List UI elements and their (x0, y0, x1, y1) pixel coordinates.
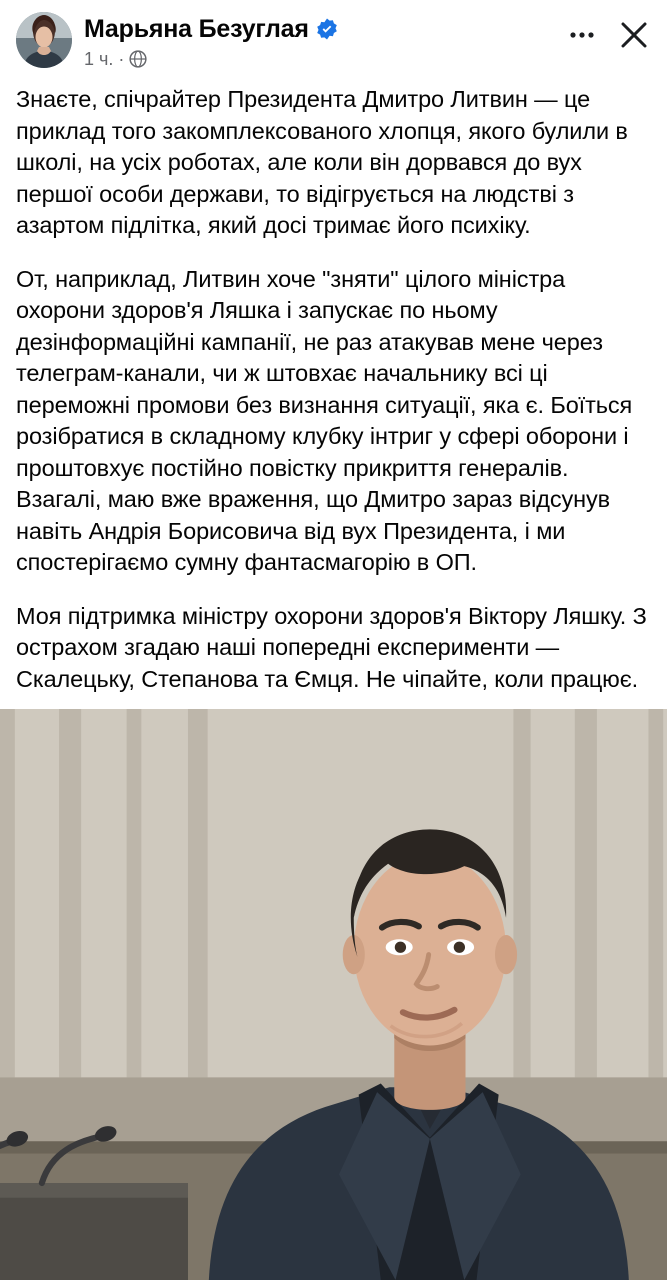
post-header-text (84, 12, 565, 70)
globe-icon[interactable] (129, 50, 147, 68)
post-timestamp[interactable]: 1 ч. (84, 49, 114, 69)
post-header (0, 0, 667, 74)
author-name[interactable]: Марьяна Безуглая (84, 15, 309, 43)
post-paragraph: Моя підтримка міністру охорони здоров'я Віктору Ляшку. З острахом згадаю наші попередні експерименти — Скалецьку, Степанова та Ємця. Не чіпайте, коли працює. (16, 602, 647, 692)
post-header-actions (565, 12, 651, 52)
attached-photo[interactable] (0, 709, 667, 1280)
more-options-icon[interactable] (565, 18, 599, 52)
meta-separator: · (118, 49, 125, 69)
close-icon[interactable] (617, 18, 651, 52)
avatar[interactable] (16, 12, 72, 68)
author-row (84, 14, 565, 44)
post-paragraph: От, наприклад, Литвин хоче "зняти" цілого міністра охорони здоров'я Ляшка і запускає по ньому дезінформаційні кампанії, не раз атакував мене через телеграм-канали, чи ж штовхає начальнику всі ці переможні промови без визнання ситуації, яка є. Боїться розібратися в складному клубку інтриг у сфері оборони і проштовхує постійно повістку прикриття генералів. Взагалі, маю вже враження, що Дмитро зараз відсунув навіть Андрія Борисовича від вух Президента, і ми спостерігаємо сумну фантасмагорію в ОП. (16, 265, 633, 575)
verified-badge-icon (315, 17, 339, 41)
post-meta (84, 48, 565, 70)
post-text (0, 74, 667, 709)
post-paragraph: Знаєте, спічрайтер Президента Дмитро Литвин — це приклад того закомплексованого хлопця, якого булили в школі, на усіх роботах, але коли він дорвався до вух першої особи держави, то відігрується на людстві з азартом підлітка, який досі тримає його психіку. (16, 86, 628, 238)
